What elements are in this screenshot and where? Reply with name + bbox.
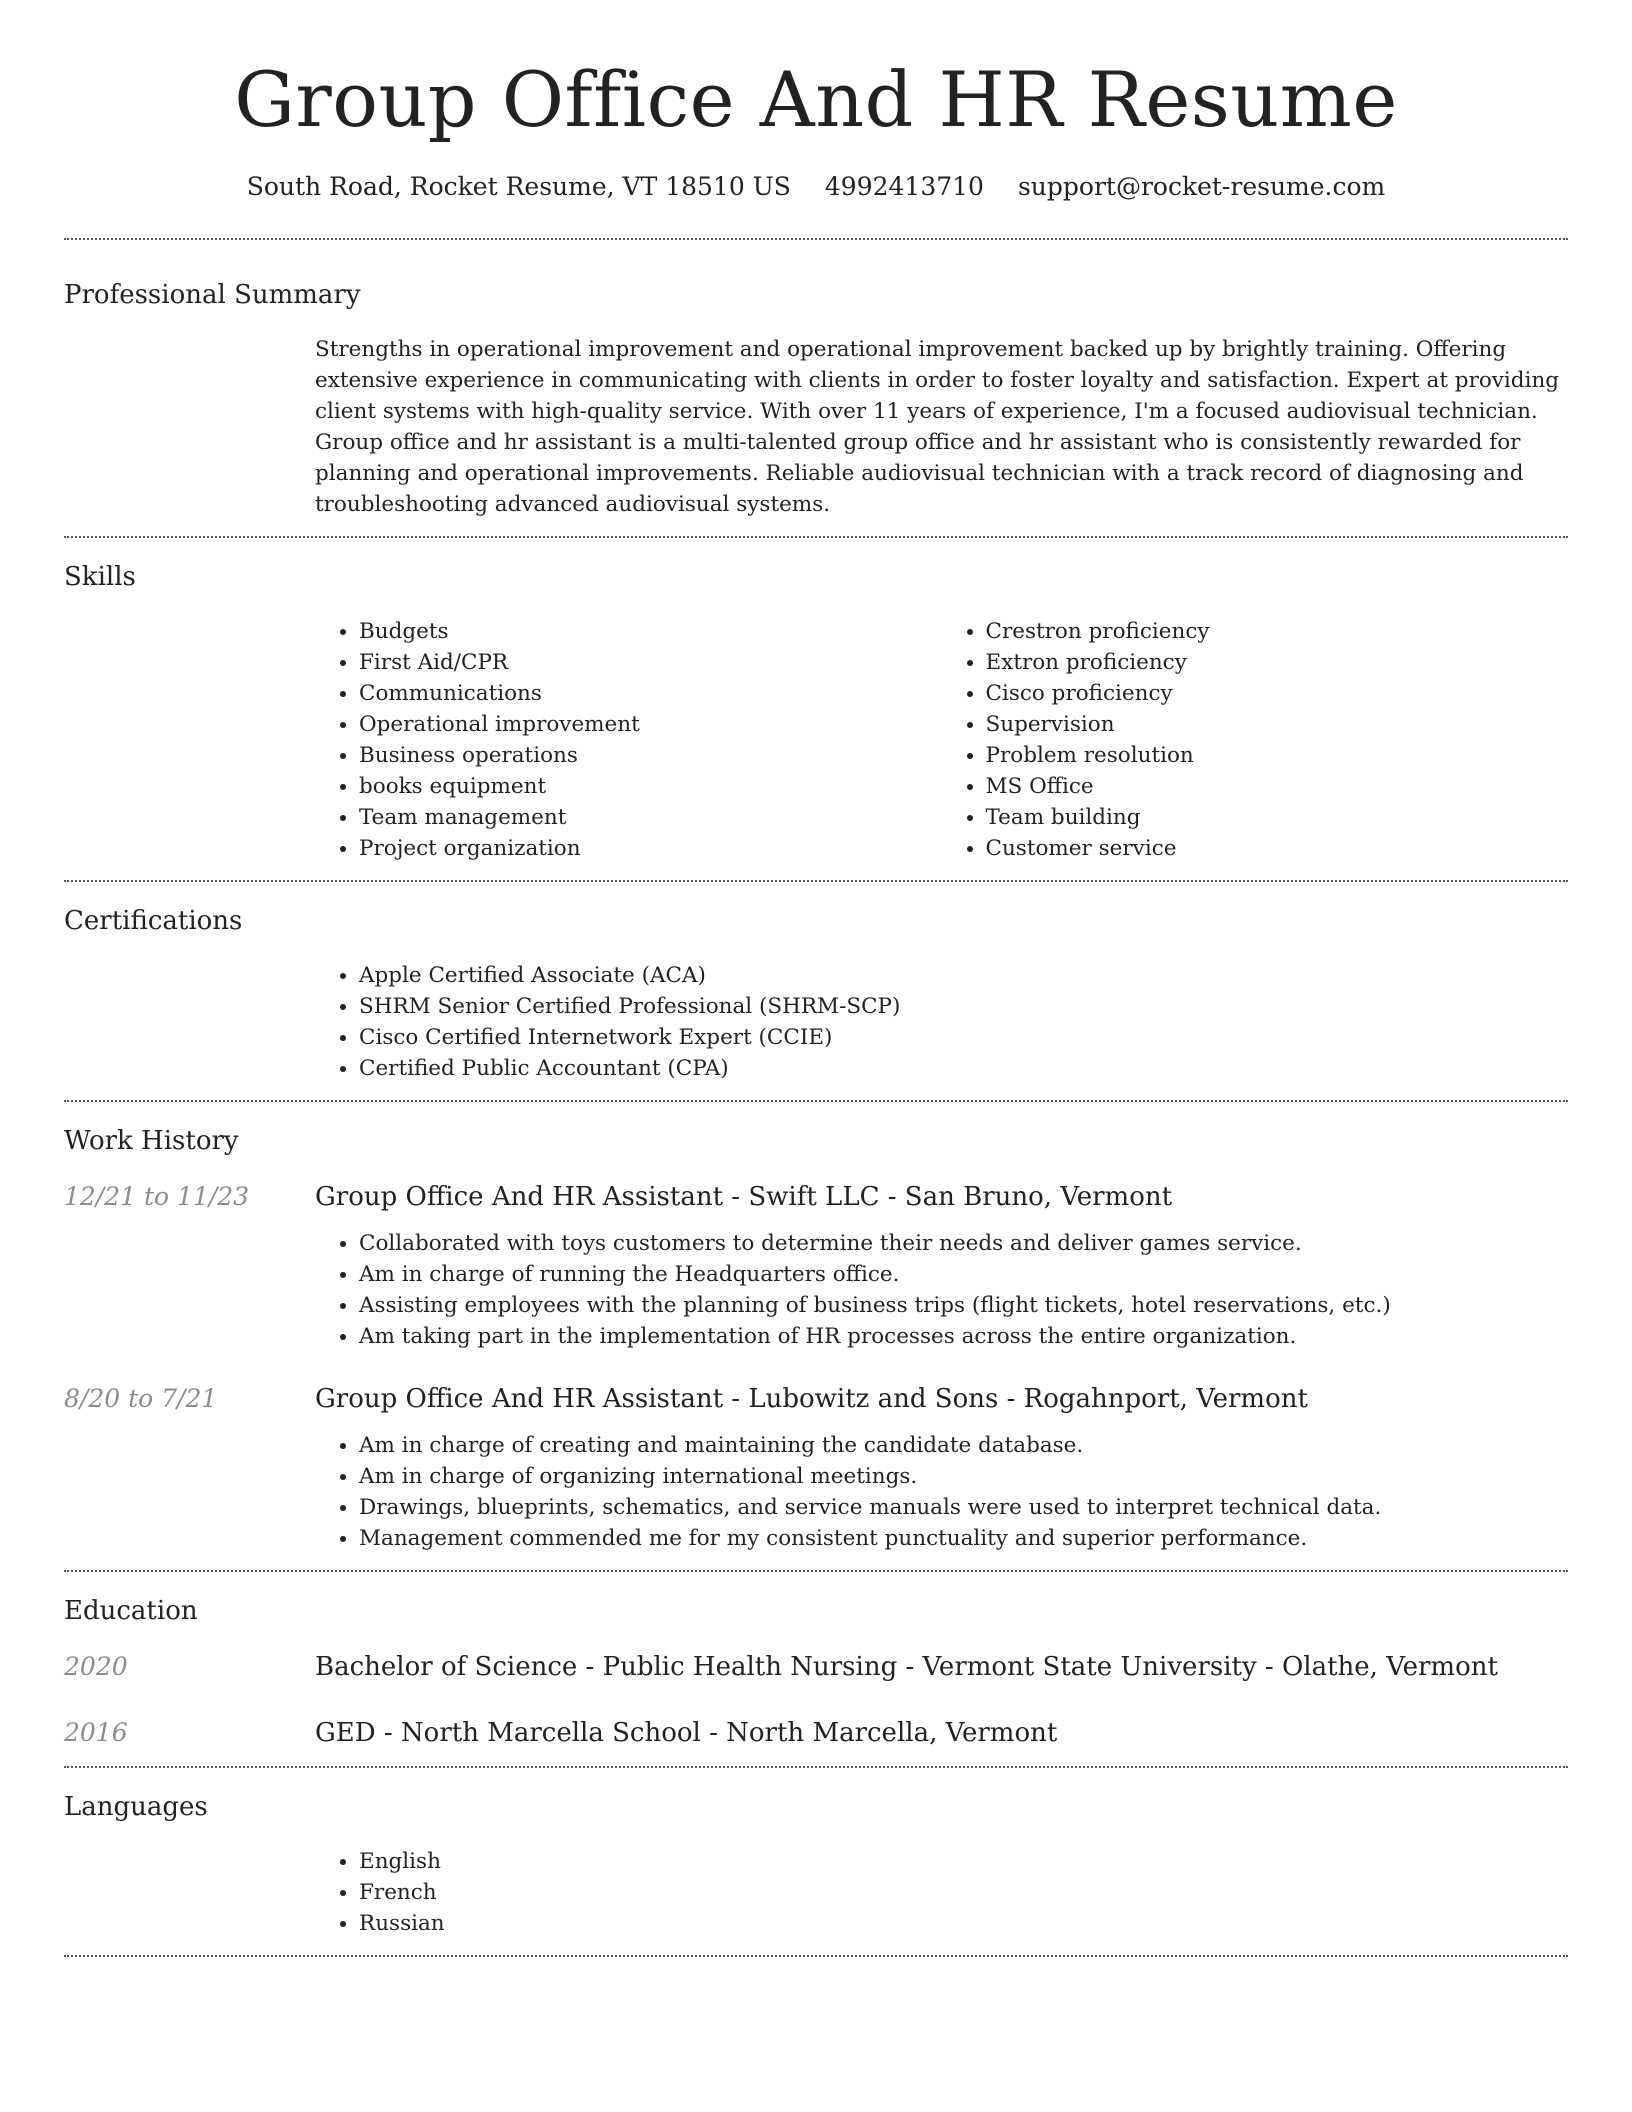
work-history-section [64,1102,1568,1570]
section-title-summary: Professional Summary [64,280,361,310]
certifications-list [315,960,1568,1084]
skill-item: • Supervision [986,709,1569,740]
skill-item: • Project organization [359,833,942,864]
language-item: • French [359,1877,1568,1908]
skill-item: • Team building [986,802,1569,833]
certification-item: • Certified Public Accountant (CPA) [359,1053,1568,1084]
skill-item: • Business operations [359,740,942,771]
job-bullet: • Management commended me for my consistent punctuality and superior performance. [359,1523,1568,1554]
contact-address: South Road, Rocket Resume, VT 18510 US [246,172,791,201]
skill-item: • Problem resolution [986,740,1569,771]
section-title-languages: Languages [64,1792,208,1822]
skill-item: • First Aid/CPR [359,647,942,678]
section-title-education: Education [64,1596,198,1626]
skill-item: • Cisco proficiency [986,678,1569,709]
job-bullets [315,1430,1568,1554]
job-bullet: • Assisting employees with the planning of business trips (flight tickets, hotel reservations, etc.) [359,1290,1568,1321]
job-bullet: • Am in charge of running the Headquarters office. [359,1259,1568,1290]
education-title: GED - North Marcella School - North Marcella, Vermont [315,1718,1058,1748]
section-title-skills: Skills [64,562,136,592]
skill-item: • Operational improvement [359,709,942,740]
skill-item: • Extron proficiency [986,647,1569,678]
certification-item: • Apple Certified Associate (ACA) [359,960,1568,991]
contact-email: support@rocket-resume.com [1017,172,1386,201]
languages-section [64,1768,1568,1955]
job-bullet: • Am in charge of organizing international meetings. [359,1461,1568,1492]
divider [64,1955,1568,1957]
skills-list-right [942,616,1569,864]
education-entry [64,1716,1568,1750]
skill-item: • Communications [359,678,942,709]
education-section [64,1572,1568,1766]
job-dates: 12/21 to 11/23 [64,1182,250,1211]
languages-list [315,1846,1568,1939]
contact-phone: 4992413710 [824,172,984,201]
language-item: • Russian [359,1908,1568,1939]
education-entry [64,1650,1568,1684]
education-year: 2020 [64,1652,128,1681]
skill-item: • Budgets [359,616,942,647]
language-item: • English [359,1846,1568,1877]
job-bullet: • Am in charge of creating and maintaining the candidate database. [359,1430,1568,1461]
job-bullet: • Collaborated with toys customers to determine their needs and deliver games service. [359,1228,1568,1259]
skill-item: • Team management [359,802,942,833]
summary-section [64,240,1568,536]
skills-section [64,538,1568,880]
job-bullets [315,1228,1568,1352]
certification-item: • Cisco Certified Internetwork Expert (CCIE) [359,1022,1568,1053]
job-title: Group Office And HR Assistant - Lubowitz and Sons - Rogahnport, Vermont [315,1384,1308,1414]
job-entry [64,1180,1568,1352]
contact-line [64,170,1568,204]
job-bullet: • Am taking part in the implementation of HR processes across the entire organization. [359,1321,1568,1352]
skill-item: • Crestron proficiency [986,616,1569,647]
section-title-work-history: Work History [64,1126,239,1156]
job-dates: 8/20 to 7/21 [64,1384,218,1413]
job-bullet: • Drawings, blueprints, schematics, and service manuals were used to interpret technical data. [359,1492,1568,1523]
skills-list-left [315,616,942,864]
summary-text: Strengths in operational improvement and operational improvement backed up by brightly training. Offering extensive experience in communicating with clients in order to foster loyalty and satisfaction. Expert at providing client systems with high-quality service. With over 11 years of experience, I'm a focused audiovisual technician. Group office and hr assistant is a multi-talented group office and hr assistant who is consistently rewarded for planning and operational improvements. Reliable audiovisual technician with a track record of diagnosing and troubleshooting advanced audiovisual systems. [315,337,1560,517]
skill-item: • Customer service [986,833,1569,864]
resume-title: Group Office And HR Resume [234,55,1398,144]
education-title: Bachelor of Science - Public Health Nursing - Vermont State University - Olathe, Vermont [315,1652,1498,1682]
certification-item: • SHRM Senior Certified Professional (SHRM-SCP) [359,991,1568,1022]
job-entry [64,1382,1568,1554]
education-year: 2016 [64,1718,128,1747]
section-title-certifications: Certifications [64,906,243,936]
skill-item: • MS Office [986,771,1569,802]
job-title: Group Office And HR Assistant - Swift LLC - San Bruno, Vermont [315,1182,1173,1212]
skill-item: • books equipment [359,771,942,802]
certifications-section [64,882,1568,1100]
